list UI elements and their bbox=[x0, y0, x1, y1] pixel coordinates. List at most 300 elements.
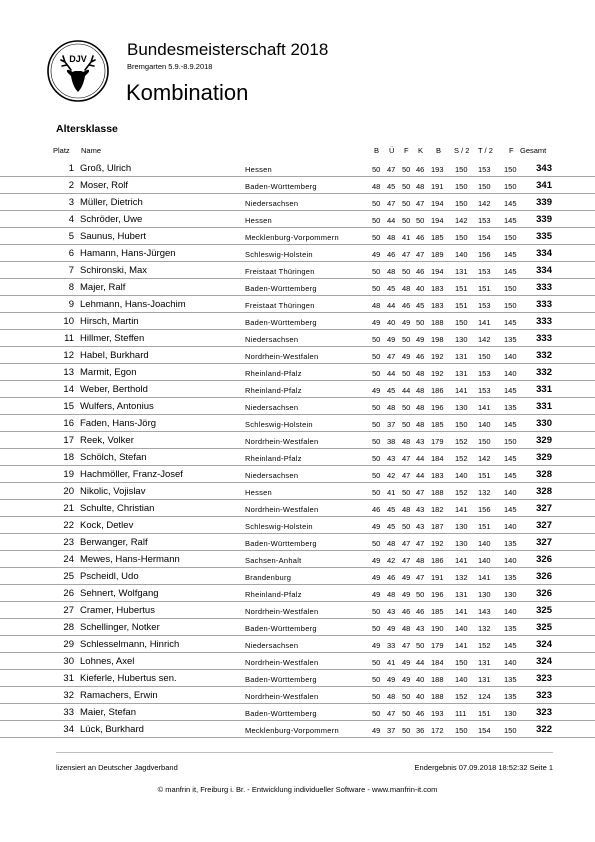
cell-f2: 150 bbox=[504, 301, 517, 310]
cell-t2: 143 bbox=[478, 607, 491, 616]
cell-b: 48 bbox=[372, 182, 381, 191]
cell-platz: 7 bbox=[68, 265, 74, 276]
cell-name: Wulfers, Antonius bbox=[80, 401, 154, 412]
cell-s2: 152 bbox=[455, 488, 468, 497]
header-k: K bbox=[418, 146, 424, 155]
cell-b-total: 191 bbox=[431, 573, 444, 582]
cell-f: 49 bbox=[402, 318, 411, 327]
table-row bbox=[0, 194, 595, 211]
cell-platz: 8 bbox=[68, 282, 74, 293]
cell-landesverband: Niedersachsen bbox=[245, 335, 299, 344]
cell-b: 49 bbox=[372, 590, 381, 599]
cell-b-total: 185 bbox=[431, 420, 444, 429]
cell-t2: 142 bbox=[478, 335, 491, 344]
cell-s2: 140 bbox=[455, 471, 468, 480]
header-gesamt: Gesamt bbox=[520, 146, 547, 155]
cell-landesverband: Rheinland-Pfalz bbox=[245, 386, 302, 395]
header-b: B bbox=[374, 146, 380, 155]
cell-u: 38 bbox=[387, 437, 396, 446]
cell-s2: 150 bbox=[455, 199, 468, 208]
cell-b: 50 bbox=[372, 624, 381, 633]
cell-gesamt: 327 bbox=[536, 520, 552, 531]
cell-f2: 140 bbox=[504, 522, 517, 531]
cell-t2: 140 bbox=[478, 556, 491, 565]
table-row bbox=[0, 500, 595, 517]
cell-t2: 154 bbox=[478, 726, 491, 735]
cell-s2: 141 bbox=[455, 641, 468, 650]
cell-landesverband: Hessen bbox=[245, 488, 272, 497]
cell-name: Faden, Hans-Jörg bbox=[80, 418, 157, 429]
table-row bbox=[0, 721, 595, 738]
cell-b-total: 190 bbox=[431, 624, 444, 633]
cell-gesamt: 335 bbox=[536, 231, 552, 242]
cell-b-total: 194 bbox=[431, 199, 444, 208]
cell-u: 41 bbox=[387, 488, 396, 497]
cell-k: 50 bbox=[416, 590, 425, 599]
cell-t2: 153 bbox=[478, 386, 491, 395]
table-row bbox=[0, 398, 595, 415]
cell-t2: 156 bbox=[478, 250, 491, 259]
table-row bbox=[0, 602, 595, 619]
cell-u: 37 bbox=[387, 726, 396, 735]
table-row bbox=[0, 619, 595, 636]
cell-landesverband: Schleswig-Holstein bbox=[245, 420, 313, 429]
cell-k: 48 bbox=[416, 369, 425, 378]
table-row bbox=[0, 432, 595, 449]
cell-gesamt: 326 bbox=[536, 571, 552, 582]
table-row bbox=[0, 687, 595, 704]
table-row bbox=[0, 381, 595, 398]
cell-b-total: 179 bbox=[431, 641, 444, 650]
cell-s2: 141 bbox=[455, 556, 468, 565]
cell-f2: 140 bbox=[504, 658, 517, 667]
cell-k: 50 bbox=[416, 318, 425, 327]
cell-t2: 141 bbox=[478, 573, 491, 582]
cell-s2: 141 bbox=[455, 386, 468, 395]
cell-f: 44 bbox=[402, 386, 411, 395]
cell-f: 48 bbox=[402, 505, 411, 514]
cell-platz: 13 bbox=[63, 367, 74, 378]
table-row bbox=[0, 279, 595, 296]
cell-landesverband: Nordrhein-Westfalen bbox=[245, 692, 319, 701]
cell-landesverband: Baden-Württemberg bbox=[245, 284, 317, 293]
cell-k: 46 bbox=[416, 233, 425, 242]
cell-landesverband: Freistaat Thüringen bbox=[245, 301, 315, 310]
cell-t2: 150 bbox=[478, 182, 491, 191]
cell-landesverband: Mecklenburg-Vorpommern bbox=[245, 726, 339, 735]
cell-f: 49 bbox=[402, 658, 411, 667]
cell-f: 46 bbox=[402, 607, 411, 616]
cell-platz: 26 bbox=[63, 588, 74, 599]
cell-u: 47 bbox=[387, 199, 396, 208]
cell-b: 49 bbox=[372, 556, 381, 565]
cell-platz: 20 bbox=[63, 486, 74, 497]
cell-s2: 111 bbox=[455, 709, 467, 718]
cell-s2: 130 bbox=[455, 335, 468, 344]
cell-k: 43 bbox=[416, 505, 425, 514]
cell-f2: 135 bbox=[504, 539, 517, 548]
cell-f: 48 bbox=[402, 437, 411, 446]
cell-s2: 150 bbox=[455, 233, 468, 242]
cell-u: 47 bbox=[387, 352, 396, 361]
cell-f2: 130 bbox=[504, 709, 517, 718]
cell-landesverband: Nordrhein-Westfalen bbox=[245, 352, 319, 361]
cell-b: 50 bbox=[372, 675, 381, 684]
cell-f: 50 bbox=[402, 369, 411, 378]
cell-gesamt: 343 bbox=[536, 163, 552, 174]
table-row bbox=[0, 517, 595, 534]
cell-u: 43 bbox=[387, 454, 396, 463]
cell-s2: 130 bbox=[455, 539, 468, 548]
cell-b-total: 186 bbox=[431, 386, 444, 395]
cell-b-total: 188 bbox=[431, 318, 444, 327]
cell-b: 50 bbox=[372, 233, 381, 242]
cell-t2: 151 bbox=[478, 522, 491, 531]
cell-k: 48 bbox=[416, 403, 425, 412]
table-row bbox=[0, 466, 595, 483]
cell-platz: 4 bbox=[68, 214, 74, 225]
cell-t2: 131 bbox=[478, 658, 491, 667]
cell-name: Marmit, Egon bbox=[80, 367, 137, 378]
cell-u: 48 bbox=[387, 267, 396, 276]
cell-gesamt: 325 bbox=[536, 605, 552, 616]
cell-gesamt: 324 bbox=[536, 639, 552, 650]
cell-name: Schölch, Stefan bbox=[80, 452, 147, 463]
cell-k: 47 bbox=[416, 199, 425, 208]
cell-k: 40 bbox=[416, 692, 425, 701]
cell-f: 50 bbox=[402, 522, 411, 531]
cell-u: 49 bbox=[387, 675, 396, 684]
cell-b-total: 184 bbox=[431, 658, 444, 667]
cell-f2: 135 bbox=[504, 335, 517, 344]
cell-landesverband: Hessen bbox=[245, 216, 272, 225]
cell-name: Kock, Detlev bbox=[80, 520, 134, 531]
cell-platz: 14 bbox=[63, 384, 74, 395]
cell-b: 49 bbox=[372, 250, 381, 259]
cell-b-total: 194 bbox=[431, 216, 444, 225]
cell-landesverband: Rheinland-Pfalz bbox=[245, 590, 302, 599]
cell-b-total: 189 bbox=[431, 250, 444, 259]
cell-s2: 131 bbox=[455, 590, 468, 599]
cell-gesamt: 332 bbox=[536, 367, 552, 378]
cell-platz: 6 bbox=[68, 248, 74, 259]
cell-b-total: 172 bbox=[431, 726, 444, 735]
cell-gesamt: 327 bbox=[536, 503, 552, 514]
cell-s2: 142 bbox=[455, 216, 468, 225]
table-row bbox=[0, 585, 595, 602]
cell-t2: 150 bbox=[478, 437, 491, 446]
table-row bbox=[0, 568, 595, 585]
cell-f: 49 bbox=[402, 352, 411, 361]
table-row bbox=[0, 313, 595, 330]
cell-u: 37 bbox=[387, 420, 396, 429]
cell-gesamt: 341 bbox=[536, 180, 552, 191]
results-table bbox=[0, 160, 595, 738]
cell-f: 46 bbox=[402, 301, 411, 310]
cell-f2: 135 bbox=[504, 403, 517, 412]
cell-k: 44 bbox=[416, 454, 425, 463]
cell-t2: 124 bbox=[478, 692, 491, 701]
cell-gesamt: 328 bbox=[536, 469, 552, 480]
cell-name: Saunus, Hubert bbox=[80, 231, 147, 242]
cell-t2: 132 bbox=[478, 624, 491, 633]
cell-b: 49 bbox=[372, 573, 381, 582]
table-row bbox=[0, 636, 595, 653]
software-credits: © manfrin it, Freiburg i. Br. - Entwicklung individueller Software - www.manfrin-it.com bbox=[157, 785, 438, 794]
cell-s2: 140 bbox=[455, 675, 468, 684]
cell-k: 46 bbox=[416, 165, 425, 174]
cell-gesamt: 333 bbox=[536, 299, 552, 310]
cell-platz: 21 bbox=[63, 503, 74, 514]
cell-f2: 150 bbox=[504, 165, 517, 174]
table-row bbox=[0, 177, 595, 194]
cell-name: Lohnes, Axel bbox=[80, 656, 135, 667]
cell-f: 50 bbox=[402, 335, 411, 344]
cell-landesverband: Baden-Württemberg bbox=[245, 182, 317, 191]
cell-gesamt: 323 bbox=[536, 690, 552, 701]
cell-u: 44 bbox=[387, 301, 396, 310]
header-bb: B bbox=[436, 146, 442, 155]
cell-b: 50 bbox=[372, 437, 381, 446]
cell-landesverband: Mecklenburg-Vorpommern bbox=[245, 233, 339, 242]
cell-landesverband: Freistaat Thüringen bbox=[245, 267, 315, 276]
cell-f: 50 bbox=[402, 726, 411, 735]
header-u: Ü bbox=[389, 146, 395, 155]
cell-gesamt: 326 bbox=[536, 554, 552, 565]
cell-b: 50 bbox=[372, 420, 381, 429]
cell-t2: 153 bbox=[478, 301, 491, 310]
cell-platz: 11 bbox=[64, 333, 74, 344]
cell-platz: 29 bbox=[63, 639, 74, 650]
cell-f: 50 bbox=[402, 488, 411, 497]
cell-b: 48 bbox=[372, 301, 381, 310]
cell-u: 45 bbox=[387, 522, 396, 531]
djv-logo bbox=[47, 40, 109, 102]
cell-gesamt: 333 bbox=[536, 333, 552, 344]
cell-b: 49 bbox=[372, 386, 381, 395]
cell-landesverband: Schleswig-Holstein bbox=[245, 522, 313, 531]
cell-f2: 145 bbox=[504, 420, 517, 429]
table-row bbox=[0, 347, 595, 364]
cell-b-total: 182 bbox=[431, 505, 444, 514]
cell-f: 50 bbox=[402, 165, 411, 174]
cell-gesamt: 324 bbox=[536, 656, 552, 667]
cell-f2: 150 bbox=[504, 284, 517, 293]
cell-platz: 10 bbox=[63, 316, 74, 327]
cell-t2: 153 bbox=[478, 165, 491, 174]
cell-f: 50 bbox=[402, 692, 411, 701]
cell-b-total: 196 bbox=[431, 590, 444, 599]
cell-f2: 140 bbox=[504, 488, 517, 497]
cell-s2: 131 bbox=[455, 267, 468, 276]
cell-s2: 151 bbox=[455, 284, 468, 293]
cell-gesamt: 331 bbox=[536, 384, 552, 395]
cell-platz: 5 bbox=[68, 231, 74, 242]
cell-u: 44 bbox=[387, 369, 396, 378]
cell-f2: 140 bbox=[504, 607, 517, 616]
cell-b: 50 bbox=[372, 216, 381, 225]
cell-f2: 145 bbox=[504, 267, 517, 276]
cell-k: 46 bbox=[416, 709, 425, 718]
cell-k: 43 bbox=[416, 522, 425, 531]
cell-s2: 150 bbox=[455, 420, 468, 429]
cell-b: 50 bbox=[372, 165, 381, 174]
cell-k: 48 bbox=[416, 386, 425, 395]
cell-platz: 23 bbox=[63, 537, 74, 548]
cell-k: 36 bbox=[416, 726, 425, 735]
cell-gesamt: 327 bbox=[536, 537, 552, 548]
cell-b: 50 bbox=[372, 658, 381, 667]
cell-platz: 17 bbox=[63, 435, 74, 446]
cell-b: 50 bbox=[372, 539, 381, 548]
table-row bbox=[0, 160, 595, 177]
cell-u: 33 bbox=[387, 641, 396, 650]
cell-k: 48 bbox=[416, 182, 425, 191]
cell-landesverband: Rheinland-Pfalz bbox=[245, 369, 302, 378]
cell-u: 48 bbox=[387, 403, 396, 412]
cell-u: 48 bbox=[387, 233, 396, 242]
table-row bbox=[0, 262, 595, 279]
cell-b-total: 185 bbox=[431, 607, 444, 616]
cell-gesamt: 329 bbox=[536, 452, 552, 463]
cell-b-total: 179 bbox=[431, 437, 444, 446]
cell-f: 49 bbox=[402, 675, 411, 684]
cell-f: 50 bbox=[402, 709, 411, 718]
cell-name: Groß, Ulrich bbox=[80, 163, 132, 174]
cell-f2: 150 bbox=[504, 182, 517, 191]
cell-u: 46 bbox=[387, 573, 396, 582]
cell-landesverband: Baden-Württemberg bbox=[245, 624, 317, 633]
cell-gesamt: 330 bbox=[536, 418, 552, 429]
cell-b-total: 183 bbox=[431, 471, 444, 480]
cell-s2: 140 bbox=[455, 624, 468, 633]
cell-b-total: 193 bbox=[431, 709, 444, 718]
table-row bbox=[0, 670, 595, 687]
cell-f: 50 bbox=[402, 199, 411, 208]
cell-u: 40 bbox=[387, 318, 396, 327]
cell-b-total: 187 bbox=[431, 522, 444, 531]
cell-u: 46 bbox=[387, 250, 396, 259]
table-row bbox=[0, 364, 595, 381]
cell-t2: 154 bbox=[478, 233, 491, 242]
cell-name: Reek, Volker bbox=[80, 435, 134, 446]
table-row bbox=[0, 534, 595, 551]
header-name: Name bbox=[81, 146, 102, 155]
event-dates: Bremgarten 5.9.-8.9.2018 bbox=[127, 62, 213, 71]
cell-gesamt: 339 bbox=[536, 197, 552, 208]
column-headers bbox=[0, 145, 595, 156]
table-row bbox=[0, 653, 595, 670]
cell-name: Maier, Stefan bbox=[80, 707, 136, 718]
cell-b-total: 198 bbox=[431, 335, 444, 344]
cell-gesamt: 326 bbox=[536, 588, 552, 599]
cell-s2: 130 bbox=[455, 522, 468, 531]
cell-landesverband: Baden-Württemberg bbox=[245, 709, 317, 718]
class-heading: Altersklasse bbox=[56, 123, 118, 135]
cell-landesverband: Nordrhein-Westfalen bbox=[245, 658, 319, 667]
cell-t2: 151 bbox=[478, 284, 491, 293]
cell-gesamt: 333 bbox=[536, 316, 552, 327]
cell-landesverband: Niedersachsen bbox=[245, 471, 299, 480]
cell-landesverband: Baden-Württemberg bbox=[245, 675, 317, 684]
cell-f2: 135 bbox=[504, 624, 517, 633]
cell-u: 45 bbox=[387, 284, 396, 293]
cell-s2: 141 bbox=[455, 607, 468, 616]
cell-b-total: 188 bbox=[431, 692, 444, 701]
cell-b: 50 bbox=[372, 335, 381, 344]
cell-f2: 145 bbox=[504, 505, 517, 514]
cell-b-total: 185 bbox=[431, 233, 444, 242]
cell-b: 50 bbox=[372, 488, 381, 497]
cell-landesverband: Brandenburg bbox=[245, 573, 292, 582]
cell-landesverband: Rheinland-Pfalz bbox=[245, 454, 302, 463]
cell-name: Ramachers, Erwin bbox=[80, 690, 158, 701]
cell-name: Hirsch, Martin bbox=[80, 316, 139, 327]
cell-u: 45 bbox=[387, 386, 396, 395]
cell-gesamt: 328 bbox=[536, 486, 552, 497]
table-row bbox=[0, 245, 595, 262]
cell-name: Schlesselmann, Hinrich bbox=[80, 639, 180, 650]
cell-gesamt: 334 bbox=[536, 265, 552, 276]
cell-b-total: 188 bbox=[431, 488, 444, 497]
cell-f2: 140 bbox=[504, 369, 517, 378]
cell-platz: 31 bbox=[63, 673, 74, 684]
cell-u: 48 bbox=[387, 539, 396, 548]
cell-f: 49 bbox=[402, 573, 411, 582]
cell-f2: 140 bbox=[504, 352, 517, 361]
cell-t2: 140 bbox=[478, 420, 491, 429]
cell-name: Sehnert, Wolfgang bbox=[80, 588, 159, 599]
cell-name: Moser, Rolf bbox=[80, 180, 129, 191]
cell-f: 47 bbox=[402, 471, 411, 480]
cell-s2: 132 bbox=[455, 573, 468, 582]
cell-f2: 145 bbox=[504, 216, 517, 225]
cell-landesverband: Nordrhein-Westfalen bbox=[245, 505, 319, 514]
cell-f2: 145 bbox=[504, 386, 517, 395]
cell-u: 41 bbox=[387, 658, 396, 667]
cell-k: 48 bbox=[416, 420, 425, 429]
cell-s2: 131 bbox=[455, 369, 468, 378]
cell-b: 49 bbox=[372, 522, 381, 531]
cell-platz: 33 bbox=[63, 707, 74, 718]
header-f: F bbox=[404, 146, 409, 155]
divider bbox=[56, 752, 553, 753]
cell-t2: 131 bbox=[478, 675, 491, 684]
cell-gesamt: 331 bbox=[536, 401, 552, 412]
cell-name: Lück, Burkhard bbox=[80, 724, 144, 735]
cell-t2: 152 bbox=[478, 641, 491, 650]
cell-b: 50 bbox=[372, 267, 381, 276]
table-row bbox=[0, 330, 595, 347]
cell-landesverband: Nordrhein-Westfalen bbox=[245, 607, 319, 616]
cell-platz: 19 bbox=[63, 469, 74, 480]
cell-t2: 142 bbox=[478, 199, 491, 208]
cell-platz: 2 bbox=[68, 180, 74, 191]
cell-b-total: 192 bbox=[431, 352, 444, 361]
cell-b: 50 bbox=[372, 199, 381, 208]
cell-landesverband: Sachsen-Anhalt bbox=[245, 556, 302, 565]
cell-landesverband: Nordrhein-Westfalen bbox=[245, 437, 319, 446]
cell-u: 49 bbox=[387, 624, 396, 633]
cell-platz: 9 bbox=[68, 299, 74, 310]
cell-f2: 130 bbox=[504, 590, 517, 599]
cell-b: 50 bbox=[372, 692, 381, 701]
cell-b: 50 bbox=[372, 352, 381, 361]
cell-k: 44 bbox=[416, 471, 425, 480]
cell-b: 49 bbox=[372, 726, 381, 735]
cell-u: 48 bbox=[387, 692, 396, 701]
table-row bbox=[0, 228, 595, 245]
